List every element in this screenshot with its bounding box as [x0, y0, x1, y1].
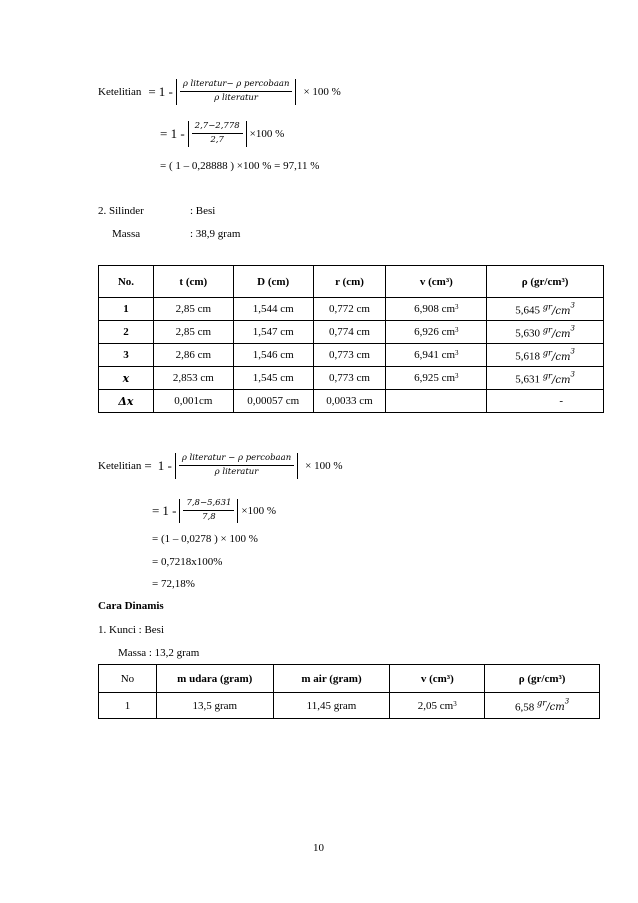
equals-sign: = — [144, 457, 152, 473]
abs-bar-right — [297, 453, 298, 479]
accuracy-result-2: = 72,18% — [152, 578, 195, 590]
header-d: D (cm) — [233, 266, 313, 298]
numeric-fraction — [192, 120, 243, 147]
fraction-denominator: ρ literatur — [214, 93, 258, 103]
cell-r: 0,774 cm — [313, 321, 386, 344]
accuracy-result-1: = ( 1 – 0,28888 ) ×100 % = 97,11 % — [160, 160, 320, 172]
cell-v-value: 6,941 cm — [414, 349, 456, 361]
density-fraction — [180, 78, 293, 105]
unit-cm: cm — [549, 702, 565, 714]
table-row — [99, 321, 604, 344]
cell-v-value: 6,926 cm — [414, 326, 456, 338]
cell-rho-value: 5,630 — [515, 327, 540, 340]
accuracy-label: Ketelitian — [98, 459, 142, 472]
table-row — [99, 344, 604, 367]
unit-gr: gr — [542, 324, 553, 335]
cell-v — [386, 298, 487, 321]
unit-cm: cm — [555, 305, 571, 317]
fraction-denominator: ρ literatur — [214, 467, 259, 477]
cell-rho — [487, 321, 604, 344]
fraction-denominator: 2,7 — [210, 135, 224, 145]
accuracy-step-2 — [160, 120, 287, 147]
superscript-3: 3 — [570, 370, 575, 379]
one-minus: 1 - — [158, 83, 173, 99]
table-row-delta — [99, 390, 604, 413]
cell-m-udara: 13,5 gram — [156, 693, 273, 719]
cell-t: 2,86 cm — [153, 344, 233, 367]
cell-no: x — [99, 367, 154, 390]
unit-cm: cm — [555, 374, 571, 386]
fraction-numerator: 2,7−2,778 — [192, 120, 243, 134]
cell-no: 3 — [99, 344, 154, 367]
cell-rho-value: 5,631 — [515, 373, 540, 386]
fraction-numerator: ρ literatur − ρ percobaan — [179, 452, 294, 466]
cell-r: 0,0033 cm — [313, 390, 386, 413]
cell-t: 2,85 cm — [153, 298, 233, 321]
cell-t: 2,853 cm — [153, 367, 233, 390]
accuracy-step-3b: = (1 – 0,0278 ) × 100 % — [152, 533, 258, 545]
unit-gr-cm3: $^{gr}/cm^3$ — [542, 370, 575, 386]
abs-bar-left — [176, 79, 177, 105]
density-fraction — [179, 452, 294, 479]
accuracy-formula-1 — [98, 78, 344, 105]
times-hundred: × 100 % — [305, 459, 343, 472]
cell-v-value: 6,908 cm — [414, 303, 456, 315]
cell-t: 0,001cm — [153, 390, 233, 413]
one-minus: 1 - — [162, 502, 177, 518]
header-v: v (cm³) — [386, 266, 487, 298]
cell-v-value: 6,925 cm — [414, 372, 456, 384]
cell-rho-value: 5,645 — [515, 304, 540, 317]
page-number: 10 — [313, 842, 324, 854]
cell-rho-value: 5,618 — [515, 350, 540, 363]
unit-gr-cm3: $^{gr}/cm^3$ — [542, 301, 575, 317]
cell-t: 2,85 cm — [153, 321, 233, 344]
unit-gr-cm3: $^{gr}/cm^3$ — [542, 347, 575, 363]
accuracy-label: Ketelitian — [98, 85, 142, 98]
cell-v — [386, 390, 487, 413]
header-no: No. — [99, 266, 154, 298]
unit-gr: gr — [536, 697, 547, 708]
abs-bar-right — [237, 499, 238, 523]
abs-bar-left — [188, 121, 189, 147]
cell-rho-value: 6,58 — [514, 701, 535, 714]
superscript-3: 3 — [564, 697, 570, 706]
mass-label: Massa — [112, 228, 141, 240]
header-r: r (cm) — [313, 266, 386, 298]
accuracy-step-2b — [152, 497, 279, 524]
numeric-fraction — [183, 497, 234, 524]
one-minus: 1 - — [157, 457, 172, 473]
cell-d: 0,00057 cm — [233, 390, 313, 413]
section-heading: Cara Dinamis — [98, 600, 164, 612]
header-no: No — [99, 665, 157, 693]
header-rho: ρ (gr/cm³) — [485, 665, 600, 693]
cell-no: 2 — [99, 321, 154, 344]
table-row — [99, 298, 604, 321]
header-m-udara: m udara (gram) — [156, 665, 273, 693]
mass-value: : 38,9 gram — [190, 228, 241, 240]
step-suffix: ×100 % — [241, 504, 277, 517]
superscript-3: 3 — [455, 349, 459, 357]
superscript-3: 3 — [570, 347, 575, 356]
accuracy-step-4b: = 0,7218x100% — [152, 556, 223, 568]
unit-gr: gr — [542, 347, 553, 358]
unit-gr: gr — [542, 370, 553, 381]
superscript-3: 3 — [455, 326, 459, 334]
cell-d: 1,545 cm — [233, 367, 313, 390]
equals-sign: = — [148, 83, 156, 99]
table-header-row — [99, 266, 604, 298]
superscript-3: 3 — [570, 301, 575, 310]
unit-gr-cm3: $^{gr}/cm^3$ — [542, 324, 575, 340]
step-suffix: ×100 % — [249, 127, 285, 140]
table-header-row — [99, 665, 600, 693]
cylinder-table — [98, 265, 604, 413]
table-row — [99, 693, 600, 719]
dynamic-table — [98, 664, 600, 719]
cell-no: Δx — [99, 390, 154, 413]
unit-gr-cm3: $^{gr}/cm^3$ — [536, 697, 570, 714]
cell-v — [386, 321, 487, 344]
superscript-3: 3 — [455, 303, 459, 311]
item-title: 2. Silinder — [98, 205, 144, 217]
cell-rho — [487, 344, 604, 367]
cell-rho — [487, 367, 604, 390]
header-m-air: m air (gram) — [273, 665, 390, 693]
cell-rho: - — [487, 390, 604, 413]
fraction-numerator: 7,8−5,631 — [183, 497, 234, 511]
table-row-mean — [99, 367, 604, 390]
cell-v — [390, 693, 485, 719]
superscript-3: 3 — [455, 372, 459, 380]
abs-bar-left — [175, 453, 176, 479]
cell-r: 0,772 cm — [313, 298, 386, 321]
header-rho: ρ (gr/cm³) — [487, 266, 604, 298]
cell-r: 0,773 cm — [313, 367, 386, 390]
cell-d: 1,547 cm — [233, 321, 313, 344]
cell-v — [386, 344, 487, 367]
equals-sign: = — [152, 502, 160, 518]
superscript-3: 3 — [453, 699, 457, 708]
cell-v — [386, 367, 487, 390]
header-v: v (cm³) — [390, 665, 485, 693]
header-t: t (cm) — [153, 266, 233, 298]
unit-gr: gr — [542, 301, 553, 312]
abs-bar-right — [295, 79, 296, 105]
accuracy-formula-2 — [98, 452, 346, 479]
times-hundred: × 100 % — [303, 85, 341, 98]
abs-bar-right — [246, 121, 247, 147]
cell-no: 1 — [99, 298, 154, 321]
mass-line: Massa : 13,2 gram — [118, 647, 200, 659]
cell-rho — [487, 298, 604, 321]
cell-rho — [485, 693, 600, 719]
item-title: 1. Kunci : Besi — [98, 624, 164, 636]
cell-m-air: 11,45 gram — [273, 693, 390, 719]
unit-cm: cm — [555, 351, 571, 363]
cell-r: 0,773 cm — [313, 344, 386, 367]
cell-no: 1 — [99, 693, 157, 719]
superscript-3: 3 — [570, 324, 575, 333]
abs-bar-left — [179, 499, 180, 523]
step-prefix: = 1 - — [160, 125, 185, 141]
cell-v-value: 2,05 cm — [417, 699, 454, 712]
fraction-denominator: 7,8 — [202, 512, 216, 522]
cell-d: 1,544 cm — [233, 298, 313, 321]
unit-cm: cm — [555, 328, 571, 340]
cell-d: 1,546 cm — [233, 344, 313, 367]
fraction-numerator: ρ literatur− ρ percobaan — [180, 78, 293, 92]
item-title-value: : Besi — [190, 205, 216, 217]
